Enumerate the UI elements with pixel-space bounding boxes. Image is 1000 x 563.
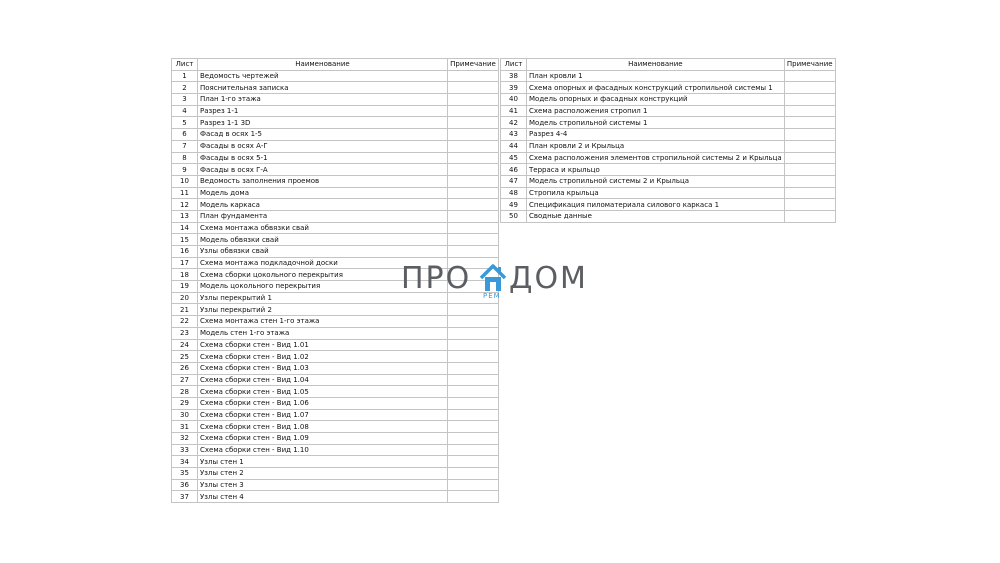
table-row: [172, 210, 499, 222]
note-cell: [448, 292, 499, 304]
note-cell: [448, 187, 499, 199]
sheet-number-cell: 47: [501, 175, 527, 187]
note-cell: [448, 479, 499, 491]
note-cell: [448, 339, 499, 351]
drawing-name-cell: Фасады в осях А-Г: [198, 140, 448, 152]
note-cell: [448, 199, 499, 211]
table-body-right: [501, 70, 836, 222]
sheet-number-cell: 2: [172, 82, 198, 94]
sheet-number-cell: 18: [172, 269, 198, 281]
sheet-number-cell: 1: [172, 70, 198, 82]
sheet-number-cell: 28: [172, 386, 198, 398]
sheet-number-cell: 39: [501, 82, 527, 94]
drawing-name-cell: План кровли 2 и Крыльца: [527, 140, 785, 152]
table-row: [501, 105, 836, 117]
drawings-list-table-left: [171, 58, 499, 503]
table-row: [501, 210, 836, 222]
table-body-left: [172, 70, 499, 502]
sheet-number-cell: 23: [172, 327, 198, 339]
sheet-number-cell: 22: [172, 316, 198, 328]
sheet-number-cell: 15: [172, 234, 198, 246]
table-row: [172, 456, 499, 468]
note-cell: [448, 397, 499, 409]
table-row: [172, 152, 499, 164]
table-row: [172, 444, 499, 456]
table-row: [501, 94, 836, 106]
drawing-name-cell: Схема сборки стен - Вид 1.09: [198, 433, 448, 445]
table-row: [501, 199, 836, 211]
drawing-name-cell: Разрез 4-4: [527, 129, 785, 141]
note-cell: [448, 409, 499, 421]
sheet-number-cell: 30: [172, 409, 198, 421]
drawing-name-cell: Модель цокольного перекрытия: [198, 281, 448, 293]
note-cell: [784, 210, 835, 222]
drawing-name-cell: План 1-го этажа: [198, 94, 448, 106]
drawing-name-cell: Схема сборки стен - Вид 1.03: [198, 362, 448, 374]
drawing-name-cell: Фасад в осях 1-5: [198, 129, 448, 141]
sheet-number-cell: 45: [501, 152, 527, 164]
drawing-name-cell: Разрез 1-1 3D: [198, 117, 448, 129]
sheet-number-cell: 29: [172, 397, 198, 409]
note-cell: [784, 152, 835, 164]
drawing-name-cell: Терраса и крыльцо: [527, 164, 785, 176]
note-cell: [448, 456, 499, 468]
table-row: [172, 246, 499, 258]
sheet-number-cell: 24: [172, 339, 198, 351]
sheet-number-cell: 25: [172, 351, 198, 363]
note-cell: [448, 257, 499, 269]
table-row: [172, 374, 499, 386]
table-row: [172, 409, 499, 421]
table-row: [172, 491, 499, 503]
table-row: [172, 187, 499, 199]
watermark-subtext: РЕМ: [483, 292, 501, 300]
table-row: [501, 175, 836, 187]
sheet-number-cell: 49: [501, 199, 527, 211]
sheet-number-cell: 44: [501, 140, 527, 152]
note-cell: [448, 491, 499, 503]
table-row: [172, 164, 499, 176]
note-cell: [784, 164, 835, 176]
note-cell: [448, 246, 499, 258]
header-name: Наименование: [527, 59, 785, 71]
table-row: [172, 94, 499, 106]
watermark-right-word: ДОМ: [509, 261, 588, 296]
drawing-name-cell: Ведомость заполнения проемов: [198, 175, 448, 187]
table-row: [501, 82, 836, 94]
drawing-name-cell: Фасады в осях Г-А: [198, 164, 448, 176]
drawing-name-cell: Схема сборки стен - Вид 1.05: [198, 386, 448, 398]
drawing-name-cell: Схема сборки стен - Вид 1.04: [198, 374, 448, 386]
drawing-name-cell: Схема сборки стен - Вид 1.01: [198, 339, 448, 351]
table-row: [501, 187, 836, 199]
table-row: [172, 479, 499, 491]
sheet-number-cell: 11: [172, 187, 198, 199]
drawing-name-cell: Фасады в осях 5-1: [198, 152, 448, 164]
table-row: [172, 257, 499, 269]
sheet-number-cell: 40: [501, 94, 527, 106]
sheet-number-cell: 8: [172, 152, 198, 164]
table-row: [172, 327, 499, 339]
note-cell: [784, 140, 835, 152]
note-cell: [448, 433, 499, 445]
note-cell: [448, 327, 499, 339]
sheet-number-cell: 16: [172, 246, 198, 258]
sheet-number-cell: 46: [501, 164, 527, 176]
note-cell: [448, 374, 499, 386]
note-cell: [784, 187, 835, 199]
sheet-number-cell: 35: [172, 468, 198, 480]
drawing-name-cell: Модель опорных и фасадных конструкций: [527, 94, 785, 106]
drawing-name-cell: Схема сборки цокольного перекрытия: [198, 269, 448, 281]
table-row: [172, 292, 499, 304]
note-cell: [448, 304, 499, 316]
sheet-number-cell: 26: [172, 362, 198, 374]
note-cell: [784, 94, 835, 106]
note-cell: [448, 421, 499, 433]
sheet-number-cell: 14: [172, 222, 198, 234]
sheet-number-cell: 10: [172, 175, 198, 187]
drawing-name-cell: Спецификация пиломатериала силового каркаса 1: [527, 199, 785, 211]
table-row: [172, 339, 499, 351]
sheet-number-cell: 6: [172, 129, 198, 141]
note-cell: [448, 222, 499, 234]
note-cell: [448, 129, 499, 141]
drawing-name-cell: План фундамента: [198, 210, 448, 222]
note-cell: [784, 105, 835, 117]
sheet-number-cell: 7: [172, 140, 198, 152]
header-sheet: Лист: [172, 59, 198, 71]
drawing-name-cell: Схема сборки стен - Вид 1.06: [198, 397, 448, 409]
sheet-number-cell: 27: [172, 374, 198, 386]
sheet-number-cell: 42: [501, 117, 527, 129]
table-row: [172, 386, 499, 398]
table-row: [172, 175, 499, 187]
table-row: [172, 117, 499, 129]
note-cell: [448, 351, 499, 363]
table-row: [172, 129, 499, 141]
note-cell: [448, 164, 499, 176]
note-cell: [784, 129, 835, 141]
drawing-name-cell: Узлы перекрытий 2: [198, 304, 448, 316]
table-row: [172, 234, 499, 246]
sheet-number-cell: 4: [172, 105, 198, 117]
drawing-name-cell: Схема опорных и фасадных конструкций стропильной системы 1: [527, 82, 785, 94]
drawing-name-cell: Схема сборки стен - Вид 1.07: [198, 409, 448, 421]
table-row: [172, 433, 499, 445]
note-cell: [784, 117, 835, 129]
drawing-name-cell: Схема монтажа подкладочной доски: [198, 257, 448, 269]
note-cell: [448, 281, 499, 293]
table-row: [172, 281, 499, 293]
note-cell: [784, 175, 835, 187]
drawing-name-cell: Модель стропильной системы 1: [527, 117, 785, 129]
sheet-number-cell: 12: [172, 199, 198, 211]
drawing-name-cell: Схема сборки стен - Вид 1.10: [198, 444, 448, 456]
table-row: [172, 304, 499, 316]
sheet-number-cell: 17: [172, 257, 198, 269]
table-row: [172, 362, 499, 374]
drawing-name-cell: Узлы перекрытий 1: [198, 292, 448, 304]
sheet-number-cell: 32: [172, 433, 198, 445]
drawing-name-cell: Узлы стен 2: [198, 468, 448, 480]
drawing-name-cell: Модель стропильной системы 2 и Крыльца: [527, 175, 785, 187]
table-row: [501, 140, 836, 152]
drawing-name-cell: Схема сборки стен - Вид 1.08: [198, 421, 448, 433]
drawing-name-cell: План кровли 1: [527, 70, 785, 82]
drawing-name-cell: Схема расположения элементов стропильной системы 2 и Крыльца: [527, 152, 785, 164]
note-cell: [448, 94, 499, 106]
sheet-number-cell: 33: [172, 444, 198, 456]
drawing-name-cell: Модель каркаса: [198, 199, 448, 211]
sheet-number-cell: 19: [172, 281, 198, 293]
note-cell: [448, 152, 499, 164]
drawing-name-cell: Стропила крыльца: [527, 187, 785, 199]
note-cell: [448, 234, 499, 246]
drawing-name-cell: Ведомость чертежей: [198, 70, 448, 82]
table-row: [172, 351, 499, 363]
sheet-number-cell: 36: [172, 479, 198, 491]
drawing-name-cell: Узлы стен 4: [198, 491, 448, 503]
drawing-name-cell: Узлы обвязки свай: [198, 246, 448, 258]
table-row: [501, 117, 836, 129]
drawing-name-cell: Пояснительная записка: [198, 82, 448, 94]
note-cell: [448, 269, 499, 281]
drawing-name-cell: Модель стен 1-го этажа: [198, 327, 448, 339]
drawing-name-cell: Сводные данные: [527, 210, 785, 222]
drawing-name-cell: Узлы стен 1: [198, 456, 448, 468]
header-note: Примечание: [448, 59, 499, 71]
table-row: [172, 468, 499, 480]
note-cell: [448, 444, 499, 456]
sheet-number-cell: 5: [172, 117, 198, 129]
note-cell: [448, 140, 499, 152]
note-cell: [448, 316, 499, 328]
table-row: [172, 105, 499, 117]
note-cell: [448, 175, 499, 187]
sheet-number-cell: 21: [172, 304, 198, 316]
drawing-name-cell: Схема сборки стен - Вид 1.02: [198, 351, 448, 363]
table-row: [501, 70, 836, 82]
note-cell: [448, 468, 499, 480]
note-cell: [448, 70, 499, 82]
drawing-name-cell: Модель дома: [198, 187, 448, 199]
note-cell: [784, 82, 835, 94]
table-row: [501, 152, 836, 164]
sheet-number-cell: 13: [172, 210, 198, 222]
header-name: Наименование: [198, 59, 448, 71]
note-cell: [448, 210, 499, 222]
header-note: Примечание: [784, 59, 835, 71]
sheet-number-cell: 9: [172, 164, 198, 176]
table-row: [172, 82, 499, 94]
table-row: [172, 397, 499, 409]
table-row: [172, 199, 499, 211]
table-row: [501, 129, 836, 141]
table-row: [172, 269, 499, 281]
sheet-number-cell: 48: [501, 187, 527, 199]
table-row: [501, 164, 836, 176]
header-sheet: Лист: [501, 59, 527, 71]
drawing-name-cell: Схема монтажа стен 1-го этажа: [198, 316, 448, 328]
note-cell: [448, 362, 499, 374]
note-cell: [448, 105, 499, 117]
sheet-number-cell: 38: [501, 70, 527, 82]
drawing-name-cell: Модель обвязки свай: [198, 234, 448, 246]
watermark-left-word: ПРО: [401, 261, 472, 296]
sheet-number-cell: 20: [172, 292, 198, 304]
sheet-number-cell: 3: [172, 94, 198, 106]
note-cell: [448, 117, 499, 129]
drawing-name-cell: Схема монтажа обвязки свай: [198, 222, 448, 234]
table-row: [172, 140, 499, 152]
drawings-list-table-right: [500, 58, 836, 223]
table-row: [172, 421, 499, 433]
sheet-number-cell: 34: [172, 456, 198, 468]
note-cell: [784, 199, 835, 211]
table-row: [172, 222, 499, 234]
table-row: [172, 70, 499, 82]
sheet-number-cell: 43: [501, 129, 527, 141]
note-cell: [448, 386, 499, 398]
note-cell: [784, 70, 835, 82]
sheet-number-cell: 37: [172, 491, 198, 503]
table-row: [172, 316, 499, 328]
sheet-number-cell: 31: [172, 421, 198, 433]
sheet-number-cell: 50: [501, 210, 527, 222]
drawing-name-cell: Схема расположения стропил 1: [527, 105, 785, 117]
sheet-number-cell: 41: [501, 105, 527, 117]
drawing-name-cell: Узлы стен 3: [198, 479, 448, 491]
note-cell: [448, 82, 499, 94]
table-header-row: [501, 59, 836, 71]
drawing-name-cell: Разрез 1-1: [198, 105, 448, 117]
table-header-row: [172, 59, 499, 71]
